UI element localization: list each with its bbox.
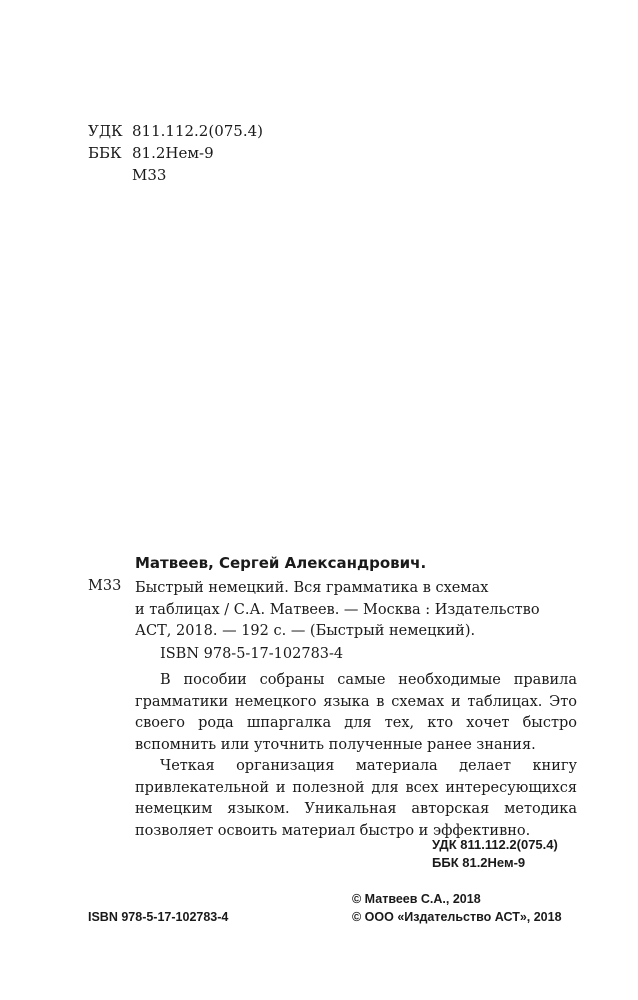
bbk-code-right: ББК 81.2Нем-9 xyxy=(432,855,526,870)
author-heading: Матвеев, Сергей Александрович. xyxy=(135,554,427,572)
bbk-line xyxy=(88,142,263,164)
udk-value: 811.112.2(075.4) xyxy=(132,122,263,140)
title-line: и таблицах / С.А. Матвеев. — Москва : Издательство xyxy=(135,601,540,618)
udk-line xyxy=(88,120,263,142)
copyright-publisher: © ООО «Издательство АСТ», 2018 xyxy=(352,910,562,924)
footer-isbn: ISBN 978-5-17-102783-4 xyxy=(88,910,229,924)
bbk-value: 81.2Нем-9 xyxy=(132,144,214,162)
udk-label: УДК xyxy=(88,122,123,140)
udk-code-right: УДК 811.112.2(075.4) xyxy=(432,837,558,852)
annotation-paragraph: Четкая организация материала делает книгу привлекательной и полезной для всех интересующихся немецким языком. Уникальная авторская методика позволяет освоить материал быстро и эффективно. xyxy=(135,758,577,839)
author-mark-top: М33 xyxy=(132,166,167,184)
title-line: АСТ, 2018. — 192 с. — (Быстрый немецкий). xyxy=(135,623,476,639)
copyright-block xyxy=(352,890,562,926)
annotation-paragraph: В пособии собраны самые необходимые правила грамматики немецкого языка в схемах и таблицах. Это своего рода шпаргалка для тех, кто хочет быстро вспомнить или уточнить полученные ранее знания. xyxy=(135,672,577,753)
author-mark-record: М33 xyxy=(88,578,122,594)
record-isbn: ISBN 978-5-17-102783-4 xyxy=(160,646,344,662)
classification-block xyxy=(88,120,263,186)
title-line: Быстрый немецкий. Вся грамматика в схемах xyxy=(135,580,489,596)
codes-right xyxy=(432,836,558,872)
title-description xyxy=(135,578,540,643)
annotation xyxy=(135,670,577,842)
copyright-author: © Матвеев С.А., 2018 xyxy=(352,892,481,906)
bbk-label: ББК xyxy=(88,144,122,162)
